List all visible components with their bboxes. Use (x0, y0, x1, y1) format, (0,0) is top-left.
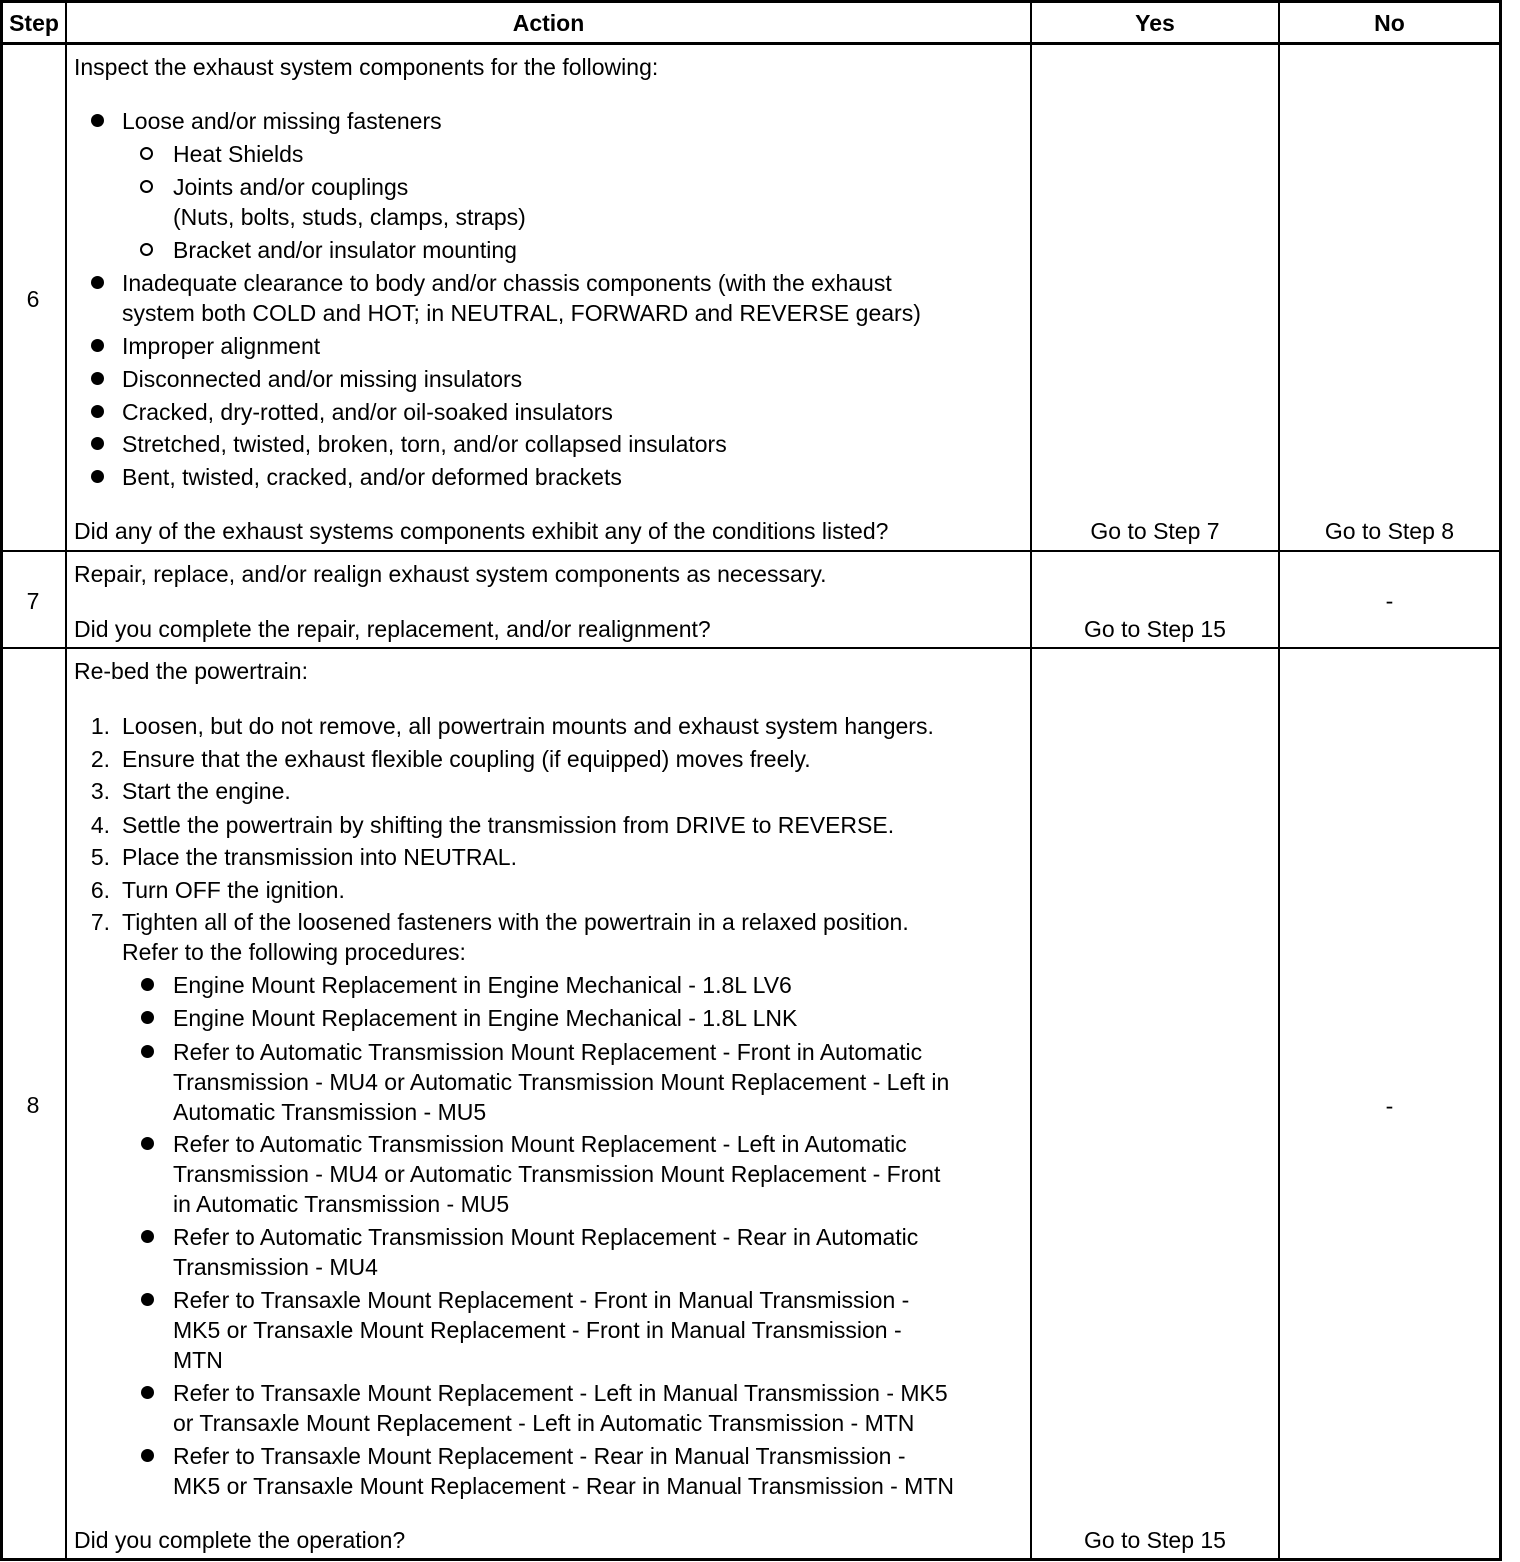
procedure-item-cont: Transmission - MU4 or Automatic Transmission Mount Replacement - Front (173, 1161, 941, 1187)
procedure-item: Refer to Automatic Transmission Mount Replacement - Front in Automatic (173, 1039, 923, 1065)
sub-bullet-item: Joints and/or couplings (173, 174, 409, 200)
step-list-number: 1. (90, 713, 110, 739)
table-border-top (0, 0, 1502, 3)
step-list-item: Ensure that the exhaust flexible coupling (if equipped) moves freely. (122, 746, 811, 772)
column-divider (65, 0, 67, 1561)
bullet-item: Improper alignment (122, 333, 321, 359)
step-list-number: 4. (90, 812, 110, 838)
procedure-item-cont: Transmission - MU4 (173, 1254, 378, 1280)
procedure-item-cont: or Transaxle Mount Replacement - Left in Automatic Transmission - MTN (173, 1410, 915, 1436)
bullet-item: Disconnected and/or missing insulators (122, 366, 523, 392)
bullet-icon (91, 114, 104, 127)
action-intro: Repair, replace, and/or realign exhaust system components as necessary. (74, 561, 827, 587)
sub-bullet-icon (140, 243, 153, 256)
bullet-icon (141, 1449, 154, 1462)
procedure-item-cont: MTN (173, 1347, 223, 1373)
yes-result: Go to Step 7 (1090, 518, 1220, 544)
step-number: 7 (26, 588, 40, 614)
bullet-icon (141, 1137, 154, 1150)
bullet-item: Loose and/or missing fasteners (122, 108, 442, 134)
bullet-item: Inadequate clearance to body and/or chassis components (with the exhaust (122, 270, 892, 296)
procedure-item-cont: MK5 or Transaxle Mount Replacement - Rear in Manual Transmission - MTN (173, 1473, 955, 1499)
row-divider (0, 550, 1502, 552)
procedure-item-cont: Transmission - MU4 or Automatic Transmission Mount Replacement - Left in (173, 1069, 950, 1095)
action-intro: Re-bed the powertrain: (74, 658, 308, 684)
step-list-item: Settle the powertrain by shifting the transmission from DRIVE to REVERSE. (122, 812, 895, 838)
row-divider (0, 647, 1502, 649)
procedure-item: Refer to Transaxle Mount Replacement - Front in Manual Transmission - (173, 1287, 910, 1313)
header-step: Step (9, 10, 59, 36)
yes-result: Go to Step 15 (1084, 616, 1226, 642)
sub-bullet-item-cont: (Nuts, bolts, studs, clamps, straps) (173, 204, 526, 230)
column-divider (1030, 0, 1032, 1561)
header-no: No (1374, 10, 1405, 36)
procedure-item: Refer to Transaxle Mount Replacement - Rear in Manual Transmission - (173, 1443, 906, 1469)
bullet-icon (91, 276, 104, 289)
step-list-item: Turn OFF the ignition. (122, 877, 345, 903)
bullet-icon (91, 470, 104, 483)
bullet-icon (141, 1011, 154, 1024)
step-list-item: Start the engine. (122, 778, 291, 804)
bullet-icon (141, 1293, 154, 1306)
step-number: 6 (26, 286, 40, 312)
table-border-bottom (0, 1558, 1502, 1561)
step-list-item-cont: Refer to the following procedures: (122, 939, 466, 965)
action-question: Did you complete the repair, replacement, and/or realignment? (74, 616, 711, 642)
bullet-item: Cracked, dry-rotted, and/or oil-soaked insulators (122, 399, 613, 425)
sub-bullet-item: Bracket and/or insulator mounting (173, 237, 517, 263)
step-number: 8 (26, 1092, 40, 1118)
bullet-icon (141, 978, 154, 991)
bullet-icon (91, 405, 104, 418)
no-result: - (1385, 1093, 1394, 1119)
procedure-item: Engine Mount Replacement in Engine Mechanical - 1.8L LV6 (173, 972, 792, 998)
bullet-icon (141, 1230, 154, 1243)
bullet-item: Stretched, twisted, broken, torn, and/or collapsed insulators (122, 431, 727, 457)
table-border-left (0, 0, 3, 1561)
header-divider (0, 42, 1502, 45)
sub-bullet-icon (140, 147, 153, 160)
procedure-item: Refer to Automatic Transmission Mount Replacement - Rear in Automatic (173, 1224, 919, 1250)
step-list-item: Loosen, but do not remove, all powertrain mounts and exhaust system hangers. (122, 713, 934, 739)
bullet-item-cont: system both COLD and HOT; in NEUTRAL, FORWARD and REVERSE gears) (122, 300, 921, 326)
bullet-icon (91, 437, 104, 450)
table-border-right (1499, 0, 1502, 1561)
action-intro: Inspect the exhaust system components for the following: (74, 54, 659, 80)
procedure-item-cont: MK5 or Transaxle Mount Replacement - Front in Manual Transmission - (173, 1317, 902, 1343)
procedure-item: Engine Mount Replacement in Engine Mechanical - 1.8L LNK (173, 1005, 798, 1031)
sub-bullet-icon (140, 180, 153, 193)
step-list-number: 3. (90, 778, 110, 804)
action-question: Did you complete the operation? (74, 1527, 406, 1553)
no-result: - (1385, 588, 1394, 614)
bullet-item: Bent, twisted, cracked, and/or deformed brackets (122, 464, 622, 490)
procedure-item: Refer to Automatic Transmission Mount Replacement - Left in Automatic (173, 1131, 907, 1157)
step-list-item: Tighten all of the loosened fasteners with the powertrain in a relaxed position. (122, 909, 909, 935)
action-question: Did any of the exhaust systems components exhibit any of the conditions listed? (74, 518, 889, 544)
bullet-icon (91, 339, 104, 352)
bullet-icon (141, 1386, 154, 1399)
header-yes: Yes (1135, 10, 1175, 36)
bullet-icon (141, 1045, 154, 1058)
procedure-item: Refer to Transaxle Mount Replacement - Left in Manual Transmission - MK5 (173, 1380, 948, 1406)
step-list-number: 7. (90, 909, 110, 935)
procedure-item-cont: Automatic Transmission - MU5 (173, 1099, 487, 1125)
no-result: Go to Step 8 (1324, 518, 1455, 544)
bullet-icon (91, 372, 104, 385)
step-list-number: 6. (90, 877, 110, 903)
header-action: Action (512, 10, 585, 36)
sub-bullet-item: Heat Shields (173, 141, 304, 167)
step-list-item: Place the transmission into NEUTRAL. (122, 844, 517, 870)
step-list-number: 2. (90, 746, 110, 772)
column-divider (1278, 0, 1280, 1561)
step-list-number: 5. (90, 844, 110, 870)
yes-result: Go to Step 15 (1084, 1527, 1226, 1553)
procedure-item-cont: in Automatic Transmission - MU5 (173, 1191, 510, 1217)
